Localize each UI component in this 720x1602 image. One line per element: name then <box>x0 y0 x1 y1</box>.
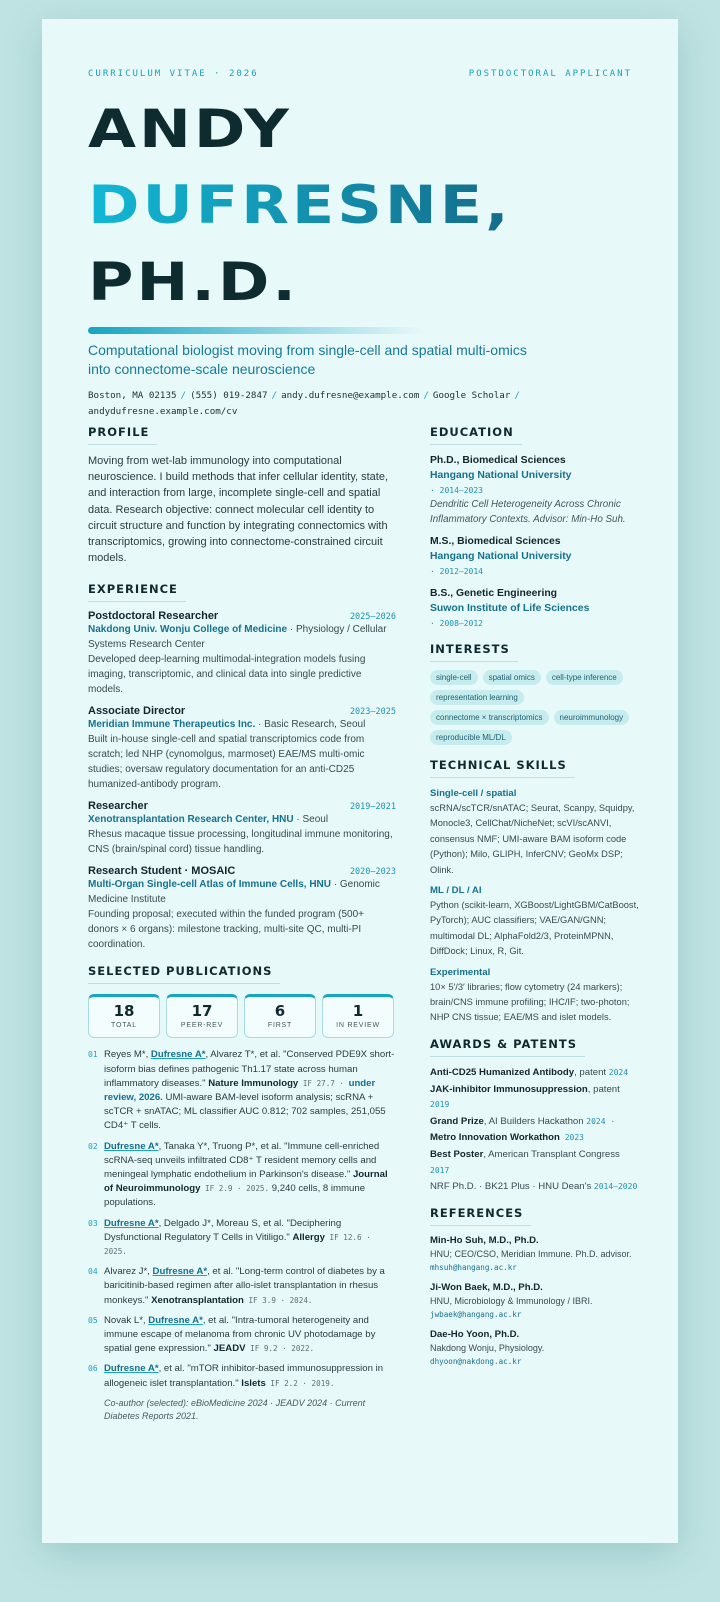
award-year: 2019 <box>430 1100 450 1110</box>
education-item <box>430 586 640 631</box>
references-list <box>430 1234 640 1369</box>
accent-bar <box>88 327 424 334</box>
publication-number: 04 <box>88 1267 98 1277</box>
education-years: · 2008–2012 <box>430 619 483 628</box>
experience-list <box>88 610 396 952</box>
applicant-label: POSTDOCTORAL APPLICANT <box>468 69 632 79</box>
name-line-2: DUFRESNE, <box>88 173 512 236</box>
citation-body: , et al. "Intra-tumoral heterogeneity and immune escape of melanoma from chronic UV photodamage by spatial gene expression." <box>104 1314 376 1355</box>
skill-heading: Experimental <box>430 966 491 978</box>
citation-self-author: Dufresne A* <box>152 1266 208 1278</box>
stat-card <box>322 994 394 1038</box>
left-column <box>88 423 396 1423</box>
stat-card <box>88 994 160 1038</box>
coauthor-note: Co-author (selected): eBioMedicine 2024 · JEADV 2024 · Current Diabetes Reports 2021. <box>104 1397 366 1421</box>
publication-citation <box>104 1362 396 1390</box>
publication-number: 03 <box>88 1218 98 1228</box>
name-line-3: PH.D. <box>88 250 299 313</box>
job-title: Postdoctoral Researcher <box>88 610 219 623</box>
experience-header <box>88 800 396 812</box>
skill-text: Python (scikit-learn, XGBoost/LightGBM/CatBoost, PyTorch); AUC classifiers; VAE/GAN/GNN; multimodal DL; AlphaFold2/3, ProteinMPNN, DiffDock; Linux, R, Git. <box>430 900 639 957</box>
reference-name: Dae-Ho Yoon, Ph.D. <box>430 1329 520 1341</box>
experience-header <box>88 610 396 622</box>
scholar-link[interactable]: Google Scholar <box>432 390 511 401</box>
experience-heading: EXPERIENCE <box>88 582 186 602</box>
award-year: 2014–2020 <box>593 1182 638 1192</box>
awards-list <box>430 1065 640 1195</box>
school: Suwon Institute of Life Sciences <box>430 603 590 614</box>
experience-item <box>88 800 396 857</box>
publication-item <box>88 1362 396 1390</box>
job-organization <box>88 812 396 827</box>
skill-group <box>430 965 640 1026</box>
citation-meta: IF 2.9 · 2025. <box>200 1184 270 1194</box>
job-organization <box>88 877 396 907</box>
citation-meta: IF 12.6 · 2025. <box>104 1232 371 1257</box>
skills-heading: TECHNICAL SKILLS <box>430 758 575 778</box>
reference-name: Min-Ho Suh, M.D., Ph.D. <box>430 1235 539 1247</box>
citation-authors-pre: Alvarez J*, <box>104 1266 153 1278</box>
publication-number: 05 <box>88 1315 98 1325</box>
citation-extra: 9,240 cells, 8 immune populations. <box>104 1183 366 1209</box>
awards-heading: AWARDS & PATENTS <box>430 1037 585 1057</box>
org-name: Xenotransplantation Research Center, HNU <box>88 814 294 826</box>
publication-number: 06 <box>88 1364 98 1374</box>
publication-list <box>88 1048 396 1390</box>
citation-journal: JEADV <box>213 1343 246 1355</box>
citation-self-author: Dufresne A* <box>104 1363 159 1375</box>
interest-chip: neuroimmunology <box>554 710 630 725</box>
award-year: 2017 <box>430 1165 450 1175</box>
org-department: · Basic Research, Seoul <box>255 719 366 731</box>
school: Hangang National University <box>430 470 572 481</box>
org-department: · Physiology / Cellular Systems Research Center <box>88 624 387 651</box>
education-item <box>430 453 640 527</box>
citation-body: , Delgado J*, Moreau S, et al. "Deciphering Dysfunctional Regulatory T Cells in Vitiligo." <box>104 1217 342 1243</box>
org-name: Multi-Organ Single-cell Atlas of Immune Cells, HNU <box>88 879 331 891</box>
education-heading: EDUCATION <box>430 425 522 445</box>
job-description: Developed deep-learning multimodal-integration models fusing imaging, transcriptomic, and clinical data into single predictive models. <box>88 654 366 696</box>
reference-description <box>430 1342 640 1355</box>
name-line-1: ANDY <box>88 97 292 160</box>
job-description: Founding proposal; executed within the funded program (500+ donors × 6 organs): milestone tracking, multi-site QC, multi-PI coordination. <box>88 909 365 951</box>
stat-label: PEER-REV <box>180 1022 224 1030</box>
org-department: · Genomic Medicine Institute <box>88 879 380 906</box>
citation-authors-pre: Novak L*, <box>104 1314 149 1326</box>
citation-journal: Xenotransplantation <box>151 1294 244 1306</box>
publication-item <box>88 1140 396 1211</box>
right-column <box>430 423 640 1375</box>
citation-body: , et al. "Long-term control of diabetes by a baricitinib-based regimen after allo-islet transplantation in rhesus monkeys." <box>104 1266 385 1306</box>
org-department: · Seoul <box>293 814 329 826</box>
award-name: JAK-inhibitor Immunosuppression <box>430 1083 588 1095</box>
tagline: Computational biologist moving from single-cell and spatial multi-omics into connectome-scale neuroscience <box>88 342 527 377</box>
citation-body: , et al. "mTOR inhibitor-based immunosuppression in allogeneic islet transplantation." <box>104 1363 384 1389</box>
skills-list <box>430 786 640 1026</box>
education-item <box>430 534 640 579</box>
citation-meta: IF 3.9 · 2024. <box>243 1295 313 1305</box>
award-year: 2024 <box>608 1067 629 1077</box>
stat-card <box>244 994 316 1038</box>
interests-heading: INTERESTS <box>430 642 518 662</box>
stat-card <box>166 994 238 1038</box>
org-name: Meridian Immune Therapeutics Inc. <box>88 719 256 731</box>
experience-item <box>88 610 396 697</box>
skill-heading: Single-cell / spatial <box>430 788 517 799</box>
website-link[interactable]: andydufresne.example.com/cv <box>88 406 238 417</box>
citation-authors-pre: Reyes M*, <box>104 1049 151 1061</box>
interest-chips <box>430 670 640 745</box>
profile-text: Moving from wet-lab immunology into computational neuroscience. I build methods that infer cellular identity, state, and interaction from large, incomplete single-cell and spatial data. Research objective: connect molecular cell identity to circuit structure and function by integrating connectomics with transcriptomics, growing into connectome-constrained circuit models. <box>88 455 389 565</box>
citation-journal: Allergy <box>292 1231 325 1243</box>
job-description: Built in-house single-cell and spatial transcriptomics code from scratch; led NHP (cynomolgus, marmoset) EAE/MS multi-omic studies; oversaw regulatory documentation for an anti-CD25 humanized-antibody program. <box>88 734 365 791</box>
citation-journal: Islets <box>241 1377 266 1389</box>
citation-meta: IF 9.2 · 2022. <box>245 1344 315 1354</box>
award-item <box>430 1147 640 1179</box>
degree: B.S., Genetic Engineering <box>430 588 558 599</box>
cv-label: CURRICULUM VITAE · 2026 <box>88 69 259 79</box>
publication-stats <box>88 994 396 1038</box>
reference-email[interactable]: mhsuh@hangang.ac.kr <box>430 1263 517 1273</box>
award-year-2: 2023 <box>559 1133 584 1143</box>
interest-chip: spatial omics <box>483 670 541 685</box>
citation-self-author: Dufresne A* <box>148 1314 203 1326</box>
publication-citation <box>104 1265 396 1308</box>
thesis-note: Dendritic Cell Heterogeneity Across Chronic Inflammatory Contexts. Advisor: Min-Ho Suh. <box>430 499 626 525</box>
contact-line: Boston, MA 02135 / (555) 019-2847 / andy.dufresne@example.com / Google Scholar / andydufresne.example.com/cv <box>88 390 520 417</box>
reference-email[interactable]: dhyoon@nakdong.ac.kr <box>430 1357 522 1367</box>
job-title: Researcher <box>88 800 148 813</box>
contact-phone[interactable]: (555) 019-2847 <box>190 390 268 401</box>
education-list <box>430 453 640 631</box>
stat-value: 18 <box>113 1002 135 1021</box>
publications-heading: SELECTED PUBLICATIONS <box>88 964 280 984</box>
references-heading: REFERENCES <box>430 1206 531 1226</box>
interest-chip: single-cell <box>430 670 478 685</box>
citation-meta: IF 2.2 · 2019. <box>265 1378 335 1388</box>
reference-description <box>430 1248 640 1275</box>
publication-number: 02 <box>88 1141 98 1151</box>
interest-chip: cell-type inference <box>546 670 623 685</box>
award-name-2: Metro Innovation Workathon <box>430 1132 560 1144</box>
interest-chip: representation learning <box>430 690 524 705</box>
reference-name: Ji-Won Baek, M.D., Ph.D. <box>430 1282 543 1294</box>
publication-item <box>88 1314 396 1357</box>
reference-description <box>430 1295 640 1308</box>
stat-value: 17 <box>191 1002 213 1021</box>
award-detail: , patent <box>574 1066 609 1078</box>
job-dates: 2020–2023 <box>349 867 396 878</box>
award-item <box>430 1114 640 1146</box>
reference-affiliation: HNU, Microbiology & Immunology / IBRI. <box>430 1296 593 1307</box>
citation-extra: UMI-aware BAM-level isoform analysis; scRNA + scTCR + snATAC; ML classifier AUC 0.812; 702 samples, 251,055 CD4⁺ T cells. <box>104 1092 386 1132</box>
degree: Ph.D., Biomedical Sciences <box>430 455 566 466</box>
skill-text: 10× 5′/3′ libraries; flow cytometry (24 markers); brain/CNS immune profiling; IHC/IF; two-photon; NHP CNS tissue; EAE/MS and islet models. <box>430 981 630 1023</box>
award-item <box>430 1065 640 1081</box>
award-item <box>430 1082 640 1114</box>
skill-text: scRNA/scTCR/snATAC; Seurat, Scanpy, Squidpy, Monocle3, CellChat/NicheNet; scVI/scANVI, consensus NMF; UMI-aware BAM isoform code (Python); Milo, GLIPH, InferCNV; GeoMx DSP; Olink. <box>430 803 635 875</box>
publication-citation <box>104 1048 396 1133</box>
job-title: Associate Director <box>88 705 186 718</box>
publication-item <box>88 1048 396 1133</box>
job-dates: 2025–2026 <box>349 612 396 623</box>
stat-label: FIRST <box>267 1022 293 1030</box>
reference-item <box>430 1281 640 1322</box>
award-detail: , AI Builders Hackathon <box>483 1116 587 1128</box>
award-year: 2024 · <box>586 1117 616 1127</box>
award-item <box>430 1179 640 1195</box>
job-organization <box>88 717 396 732</box>
job-organization <box>88 622 396 652</box>
award-detail: , American Transplant Congress <box>483 1148 620 1160</box>
citation-body: , Tanaka Y*, Truong P*, et al. "Immune cell-enriched scRNA-seq unveils infiltrated CD8⁺ T resident memory cells and meningeal lymphatic endothelium in Parkinson's disease." <box>104 1140 380 1181</box>
org-name: Nakdong Univ. Wonju College of Medicine <box>88 624 288 636</box>
skill-group <box>430 883 640 960</box>
publication-item <box>88 1217 396 1260</box>
publication-number: 01 <box>88 1050 98 1060</box>
award-name: Best Poster <box>430 1148 484 1160</box>
publication-citation <box>104 1140 396 1211</box>
publication-citation <box>104 1314 396 1357</box>
education-years: · 2012–2014 <box>430 567 483 576</box>
interest-chip: reproducible ML/DL <box>430 730 512 745</box>
cv-page <box>42 19 678 1543</box>
skill-heading: ML / DL / AI <box>430 885 482 897</box>
award-name: Anti-CD25 Humanized Antibody <box>430 1066 575 1078</box>
profile-heading: PROFILE <box>88 425 157 445</box>
stat-value: 6 <box>274 1002 286 1021</box>
interest-chip: connectome × transcriptomics <box>430 710 549 725</box>
education-years: · 2014–2023 <box>430 486 483 495</box>
publication-citation <box>104 1217 396 1260</box>
stat-label: TOTAL <box>111 1022 137 1030</box>
reference-item <box>430 1328 640 1369</box>
degree: M.S., Biomedical Sciences <box>430 536 561 547</box>
citation-body: , Alvarez T*, et al. "Conserved PDE9X short-isoform bias defines pathogenic Th1.17 state across human inflammatory diseases." <box>104 1049 395 1089</box>
citation-self-author: Dufresne A* <box>104 1140 159 1152</box>
publication-item <box>88 1265 396 1308</box>
job-title: Research Student · MOSAIC <box>88 865 236 878</box>
experience-item <box>88 705 396 792</box>
citation-self-author: Dufresne A* <box>104 1217 159 1229</box>
citation-journal: Nature Immunology <box>208 1077 299 1089</box>
stat-label: IN REVIEW <box>336 1022 380 1030</box>
stat-value: 1 <box>352 1002 364 1021</box>
citation-meta: IF 27.7 · <box>298 1078 349 1088</box>
reference-item <box>430 1234 640 1275</box>
contact-email[interactable]: andy.dufresne@example.com <box>281 390 420 401</box>
citation-status: under review, 2026. <box>104 1077 376 1104</box>
reference-affiliation: HNU; CEO/CSO, Meridian Immune. Ph.D. advisor. <box>430 1249 632 1260</box>
experience-header <box>88 865 396 877</box>
award-detail: NRF Ph.D. · BK21 Plus · HNU Dean's <box>430 1181 594 1193</box>
skill-group <box>430 786 640 878</box>
job-dates: 2023–2025 <box>349 707 396 718</box>
reference-email[interactable]: jwbaek@hangang.ac.kr <box>430 1310 522 1320</box>
contact-location: Boston, MA 02135 <box>88 390 177 401</box>
award-detail: , patent <box>587 1083 620 1095</box>
school: Hangang National University <box>430 551 572 562</box>
citation-journal: Journal of Neuroimmunology <box>104 1169 388 1195</box>
reference-affiliation: Nakdong Wonju, Physiology. <box>430 1343 545 1354</box>
experience-header <box>88 705 396 717</box>
job-description: Rhesus macaque tissue processing, longitudinal immune monitoring, CNS (brain/spinal cord) tissue handling. <box>88 829 393 856</box>
award-name: Grand Prize <box>430 1116 484 1128</box>
experience-item <box>88 865 396 952</box>
job-dates: 2019–2021 <box>349 802 396 813</box>
citation-self-author: Dufresne A* <box>150 1049 206 1061</box>
